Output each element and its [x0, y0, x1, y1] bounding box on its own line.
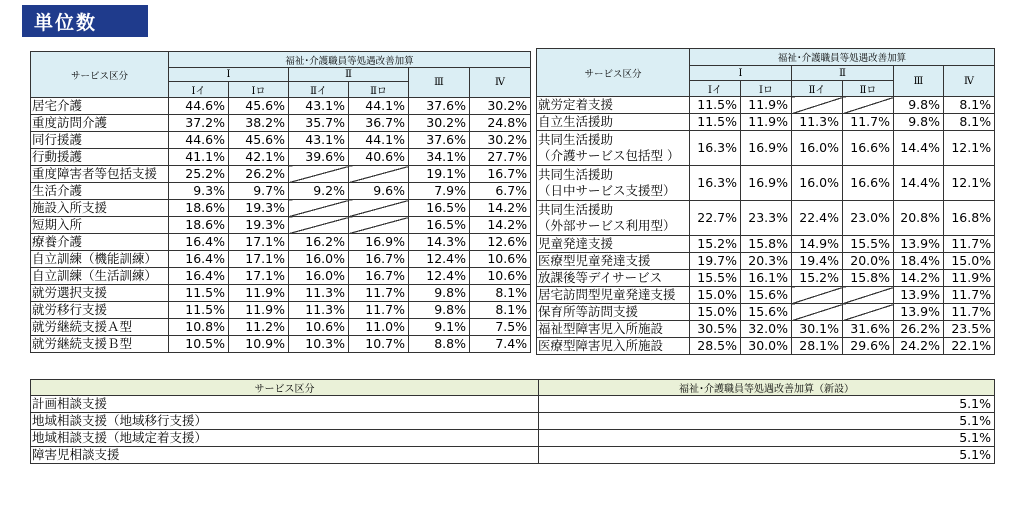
rate-cell: 16.8%: [944, 201, 995, 236]
rate-cell: 8.1%: [944, 97, 995, 114]
header-group-1: Ⅰ: [690, 66, 792, 81]
service-name-cell: [31, 183, 169, 200]
rate-cell: 25.2%: [169, 166, 229, 183]
header-col-4: Ⅳ: [944, 66, 995, 97]
service-name: 福祉型障害児入所施設: [538, 320, 664, 336]
not-applicable-cell: [289, 200, 349, 217]
rate-cell: 11.7%: [843, 114, 894, 131]
rate-cell: 15.6%: [741, 287, 792, 304]
rate-cell: 15.0%: [690, 304, 741, 321]
table-row: [537, 287, 995, 304]
service-name: 療養介護: [32, 233, 83, 249]
rate-cell: 41.1%: [169, 149, 229, 166]
rate-cell: 9.2%: [289, 183, 349, 200]
service-name-cell: [31, 217, 169, 234]
rate-cell: 32.0%: [741, 321, 792, 338]
rate-cell: 8.1%: [470, 302, 531, 319]
rate-cell: 20.8%: [894, 201, 944, 236]
header-group-1: Ⅰ: [169, 68, 289, 82]
rate-cell: 30.2%: [470, 132, 531, 149]
service-name: 自立生活援助: [538, 113, 614, 129]
rate-cell: 16.2%: [289, 234, 349, 251]
rate-cell: 44.1%: [349, 132, 409, 149]
rate-cell: 11.2%: [229, 319, 289, 336]
rate-cell: 43.1%: [289, 132, 349, 149]
service-name: 短期入所: [32, 216, 83, 232]
service-name-cell: [537, 201, 690, 236]
rate-cell: 17.1%: [229, 251, 289, 268]
rate-cell: 16.9%: [741, 166, 792, 201]
table-row: [537, 304, 995, 321]
rate-cell: 26.2%: [894, 321, 944, 338]
header-addition: 福祉･介護職員等処遇改善加算: [169, 52, 531, 68]
rate-cell: 16.0%: [289, 268, 349, 285]
header-col-2a: Ⅱイ: [792, 81, 843, 97]
rate-cell: 10.6%: [470, 251, 531, 268]
service-name-cell: [31, 200, 169, 217]
rate-cell: 23.3%: [741, 201, 792, 236]
header-group-2: Ⅱ: [792, 66, 894, 81]
service-name: 自立訓練（生活訓練）: [32, 267, 158, 283]
table-row: [31, 251, 531, 268]
rate-cell: 9.8%: [894, 97, 944, 114]
not-applicable-cell: [843, 97, 894, 114]
table-row: [537, 338, 995, 355]
rate-cell: 13.9%: [894, 287, 944, 304]
table-row: [31, 302, 531, 319]
rate-cell: 11.5%: [690, 97, 741, 114]
header-service: サービス区分: [31, 52, 169, 98]
table-row: [31, 285, 531, 302]
rate-cell: 11.3%: [289, 302, 349, 319]
service-name: 地域相談支援（地域定着支援）: [31, 430, 539, 447]
rate-cell: 16.0%: [792, 131, 843, 166]
rate-cell: 40.6%: [349, 149, 409, 166]
unit-table-right: [536, 48, 995, 355]
rate-cell: 5.1%: [539, 413, 995, 430]
rate-cell: 34.1%: [409, 149, 470, 166]
table-row: [537, 97, 995, 114]
rate-cell: 11.9%: [944, 270, 995, 287]
service-name-cell: [537, 166, 690, 201]
rate-cell: 16.5%: [409, 217, 470, 234]
rate-cell: 10.8%: [169, 319, 229, 336]
rate-cell: 44.6%: [169, 98, 229, 115]
not-applicable-cell: [792, 304, 843, 321]
service-name: 共同生活援助: [538, 131, 614, 147]
table-row: [31, 217, 531, 234]
table-row: [31, 200, 531, 217]
table-row: [537, 131, 995, 166]
service-name-cell: [537, 114, 690, 131]
service-name-cell: [31, 268, 169, 285]
not-applicable-cell: [792, 97, 843, 114]
header-col-1b: Ⅰロ: [229, 82, 289, 98]
rate-cell: 16.1%: [741, 270, 792, 287]
right-table-body: [537, 97, 995, 355]
rate-cell: 14.4%: [894, 131, 944, 166]
service-name-cell: [31, 302, 169, 319]
not-applicable-cell: [843, 304, 894, 321]
table-row: [31, 430, 995, 447]
rate-cell: 12.4%: [409, 268, 470, 285]
left-table-body: [31, 98, 531, 353]
service-subname: （外部サービス利用型）: [538, 218, 676, 233]
rate-cell: 23.5%: [944, 321, 995, 338]
rate-cell: 30.2%: [470, 98, 531, 115]
rate-cell: 11.3%: [289, 285, 349, 302]
service-name-cell: [537, 131, 690, 166]
rate-cell: 19.3%: [229, 217, 289, 234]
service-name-cell: [537, 236, 690, 253]
rate-cell: 30.2%: [409, 115, 470, 132]
rate-cell: 16.0%: [289, 251, 349, 268]
header-col-2a: Ⅱイ: [289, 82, 349, 98]
rate-cell: 8.1%: [944, 114, 995, 131]
service-name: 居宅介護: [32, 97, 83, 113]
rate-cell: 15.8%: [741, 236, 792, 253]
rate-cell: 11.9%: [229, 302, 289, 319]
rate-cell: 7.4%: [470, 336, 531, 353]
table-row: [31, 413, 995, 430]
rate-cell: 10.9%: [229, 336, 289, 353]
rate-cell: 8.1%: [470, 285, 531, 302]
service-name-cell: [31, 166, 169, 183]
rate-cell: 16.4%: [169, 251, 229, 268]
rate-cell: 15.5%: [843, 236, 894, 253]
rate-cell: 13.9%: [894, 304, 944, 321]
rate-cell: 16.7%: [470, 166, 531, 183]
table-row: [31, 336, 531, 353]
service-name: 居宅訪問型児童発達支援: [538, 286, 676, 302]
rate-cell: 11.3%: [792, 114, 843, 131]
rate-cell: 16.6%: [843, 131, 894, 166]
rate-cell: 14.3%: [409, 234, 470, 251]
table-row: [31, 132, 531, 149]
service-name: 重度訪問介護: [32, 114, 108, 130]
rate-cell: 16.9%: [349, 234, 409, 251]
service-name-cell: [537, 287, 690, 304]
service-name: 地域相談支援（地域移行支援）: [31, 413, 539, 430]
rate-cell: 9.3%: [169, 183, 229, 200]
header-addition: 福祉･介護職員等処遇改善加算: [690, 49, 995, 66]
bottom-header-addition: 福祉･介護職員等処遇改善加算（新設）: [539, 380, 995, 396]
rate-cell: 27.7%: [470, 149, 531, 166]
not-applicable-cell: [843, 287, 894, 304]
rate-cell: 12.4%: [409, 251, 470, 268]
table-row: [31, 149, 531, 166]
rate-cell: 11.5%: [690, 114, 741, 131]
rate-cell: 19.3%: [229, 200, 289, 217]
table-row: [31, 234, 531, 251]
rate-cell: 14.4%: [894, 166, 944, 201]
rate-cell: 28.1%: [792, 338, 843, 355]
rate-cell: 15.5%: [690, 270, 741, 287]
rate-cell: 13.9%: [894, 236, 944, 253]
rate-cell: 30.5%: [690, 321, 741, 338]
service-name-cell: [537, 321, 690, 338]
header-col-3: Ⅲ: [894, 66, 944, 97]
table-row: [537, 166, 995, 201]
table-row: [537, 321, 995, 338]
rate-cell: 7.5%: [470, 319, 531, 336]
rate-cell: 30.1%: [792, 321, 843, 338]
service-name: 児童発達支援: [538, 235, 614, 251]
rate-cell: 26.2%: [229, 166, 289, 183]
rate-cell: 15.0%: [944, 253, 995, 270]
rate-cell: 5.1%: [539, 447, 995, 464]
rate-cell: 44.6%: [169, 132, 229, 149]
rate-cell: 19.4%: [792, 253, 843, 270]
service-name-cell: [31, 319, 169, 336]
rate-cell: 10.7%: [349, 336, 409, 353]
rate-cell: 11.7%: [944, 287, 995, 304]
rate-cell: 16.5%: [409, 200, 470, 217]
rate-cell: 35.7%: [289, 115, 349, 132]
header-group-2: Ⅱ: [289, 68, 409, 82]
rate-cell: 37.2%: [169, 115, 229, 132]
rate-cell: 11.5%: [169, 302, 229, 319]
service-name: 重度障害者等包括支援: [32, 165, 158, 181]
service-name: 医療型障害児入所施設: [538, 337, 664, 353]
rate-cell: 9.8%: [894, 114, 944, 131]
rate-cell: 14.9%: [792, 236, 843, 253]
table-row: [537, 270, 995, 287]
rate-cell: 42.1%: [229, 149, 289, 166]
rate-cell: 9.1%: [409, 319, 470, 336]
rate-cell: 11.0%: [349, 319, 409, 336]
rate-cell: 30.0%: [741, 338, 792, 355]
rate-cell: 14.2%: [470, 200, 531, 217]
rate-cell: 29.6%: [843, 338, 894, 355]
table-row: [31, 166, 531, 183]
rate-cell: 11.9%: [229, 285, 289, 302]
rate-cell: 17.1%: [229, 234, 289, 251]
rate-cell: 16.6%: [843, 166, 894, 201]
rate-cell: 36.7%: [349, 115, 409, 132]
rate-cell: 18.6%: [169, 200, 229, 217]
service-name-cell: [537, 253, 690, 270]
service-name: 就労定着支援: [538, 96, 614, 112]
rate-cell: 7.9%: [409, 183, 470, 200]
rate-cell: 16.9%: [741, 131, 792, 166]
rate-cell: 11.9%: [741, 97, 792, 114]
rate-cell: 10.6%: [289, 319, 349, 336]
table-row: [31, 447, 995, 464]
service-name-cell: [31, 251, 169, 268]
table-row: [31, 115, 531, 132]
bottom-header-service: サービス区分: [31, 380, 539, 396]
rate-cell: 22.1%: [944, 338, 995, 355]
table-row: [537, 201, 995, 236]
rate-cell: 11.5%: [169, 285, 229, 302]
rate-cell: 16.7%: [349, 268, 409, 285]
bottom-table-body: [31, 396, 995, 464]
rate-cell: 16.4%: [169, 268, 229, 285]
service-name-cell: [31, 336, 169, 353]
header-col-3: Ⅲ: [409, 68, 470, 98]
header-col-1a: Ⅰイ: [169, 82, 229, 98]
service-name-cell: [31, 149, 169, 166]
table-row: [537, 114, 995, 131]
service-name: 共同生活援助: [538, 166, 614, 182]
rate-cell: 23.0%: [843, 201, 894, 236]
rate-cell: 24.2%: [894, 338, 944, 355]
rate-cell: 6.7%: [470, 183, 531, 200]
service-name: 放課後等デイサービス: [538, 269, 663, 285]
service-name-cell: [537, 338, 690, 355]
rate-cell: 22.7%: [690, 201, 741, 236]
service-name: 行動援護: [32, 148, 83, 164]
service-name: 障害児相談支援: [31, 447, 539, 464]
table-row: [31, 396, 995, 413]
rate-cell: 9.7%: [229, 183, 289, 200]
service-name-cell: [31, 98, 169, 115]
rate-cell: 16.3%: [690, 131, 741, 166]
not-applicable-cell: [349, 217, 409, 234]
rate-cell: 11.7%: [944, 304, 995, 321]
service-name-cell: [31, 132, 169, 149]
header-col-1b: Ⅰロ: [741, 81, 792, 97]
service-name-cell: [31, 285, 169, 302]
not-applicable-cell: [792, 287, 843, 304]
rate-cell: 37.6%: [409, 98, 470, 115]
rate-cell: 16.3%: [690, 166, 741, 201]
service-name: 計画相談支援: [31, 396, 539, 413]
service-subname: （日中サービス支援型）: [538, 183, 676, 198]
consultation-table: [30, 379, 995, 464]
rate-cell: 39.6%: [289, 149, 349, 166]
rate-cell: 11.7%: [349, 285, 409, 302]
header-col-1a: Ⅰイ: [690, 81, 741, 97]
rate-cell: 17.1%: [229, 268, 289, 285]
rate-cell: 10.5%: [169, 336, 229, 353]
service-name: 就労移行支援: [32, 301, 108, 317]
rate-cell: 16.0%: [792, 166, 843, 201]
rate-cell: 16.4%: [169, 234, 229, 251]
rate-cell: 38.2%: [229, 115, 289, 132]
rate-cell: 10.3%: [289, 336, 349, 353]
rate-cell: 5.1%: [539, 396, 995, 413]
rate-cell: 24.8%: [470, 115, 531, 132]
rate-cell: 22.4%: [792, 201, 843, 236]
unit-table-left: [30, 51, 531, 353]
not-applicable-cell: [289, 217, 349, 234]
rate-cell: 9.8%: [409, 285, 470, 302]
rate-cell: 15.2%: [690, 236, 741, 253]
not-applicable-cell: [349, 166, 409, 183]
rate-cell: 11.7%: [349, 302, 409, 319]
service-name-cell: [537, 270, 690, 287]
rate-cell: 12.6%: [470, 234, 531, 251]
service-subname: （介護サービス包括型 ）: [538, 148, 680, 163]
header-col-2b: Ⅱロ: [349, 82, 409, 98]
rate-cell: 18.6%: [169, 217, 229, 234]
rate-cell: 12.1%: [944, 166, 995, 201]
service-name: 自立訓練（機能訓練）: [32, 250, 158, 266]
rate-cell: 11.9%: [741, 114, 792, 131]
service-name: 就労選択支援: [32, 284, 108, 300]
service-name-cell: [537, 304, 690, 321]
rate-cell: 45.6%: [229, 98, 289, 115]
table-row: [537, 236, 995, 253]
service-name: 施設入所支援: [32, 199, 108, 215]
header-col-2b: Ⅱロ: [843, 81, 894, 97]
rate-cell: 15.2%: [792, 270, 843, 287]
table-row: [537, 253, 995, 270]
service-name-cell: [31, 234, 169, 251]
service-name: 就労継続支援Ａ型: [32, 318, 133, 334]
rate-cell: 16.7%: [349, 251, 409, 268]
service-name: 保育所等訪問支援: [538, 303, 639, 319]
rate-cell: 15.8%: [843, 270, 894, 287]
rate-cell: 9.8%: [409, 302, 470, 319]
rate-cell: 28.5%: [690, 338, 741, 355]
rate-cell: 14.2%: [894, 270, 944, 287]
rate-cell: 31.6%: [843, 321, 894, 338]
rate-cell: 15.0%: [690, 287, 741, 304]
header-service: サービス区分: [537, 49, 690, 97]
service-name: 同行援護: [32, 131, 83, 147]
rate-cell: 14.2%: [470, 217, 531, 234]
not-applicable-cell: [349, 200, 409, 217]
rate-cell: 5.1%: [539, 430, 995, 447]
table-row: [31, 183, 531, 200]
rate-cell: 45.6%: [229, 132, 289, 149]
service-name-cell: [31, 115, 169, 132]
service-name: 生活介護: [32, 182, 83, 198]
header-col-4: Ⅳ: [470, 68, 531, 98]
service-name: 医療型児童発達支援: [538, 252, 651, 268]
rate-cell: 20.3%: [741, 253, 792, 270]
rate-cell: 12.1%: [944, 131, 995, 166]
service-name-cell: [537, 97, 690, 114]
table-row: [31, 319, 531, 336]
rate-cell: 9.6%: [349, 183, 409, 200]
rate-cell: 20.0%: [843, 253, 894, 270]
rate-cell: 19.7%: [690, 253, 741, 270]
page-title: 単位数: [22, 5, 148, 37]
rate-cell: 8.8%: [409, 336, 470, 353]
rate-cell: 43.1%: [289, 98, 349, 115]
rate-cell: 11.7%: [944, 236, 995, 253]
table-row: [31, 268, 531, 285]
rate-cell: 10.6%: [470, 268, 531, 285]
service-name: 就労継続支援Ｂ型: [32, 335, 133, 351]
rate-cell: 18.4%: [894, 253, 944, 270]
table-row: [31, 98, 531, 115]
not-applicable-cell: [289, 166, 349, 183]
rate-cell: 15.6%: [741, 304, 792, 321]
rate-cell: 37.6%: [409, 132, 470, 149]
rate-cell: 19.1%: [409, 166, 470, 183]
rate-cell: 44.1%: [349, 98, 409, 115]
service-name: 共同生活援助: [538, 201, 614, 217]
